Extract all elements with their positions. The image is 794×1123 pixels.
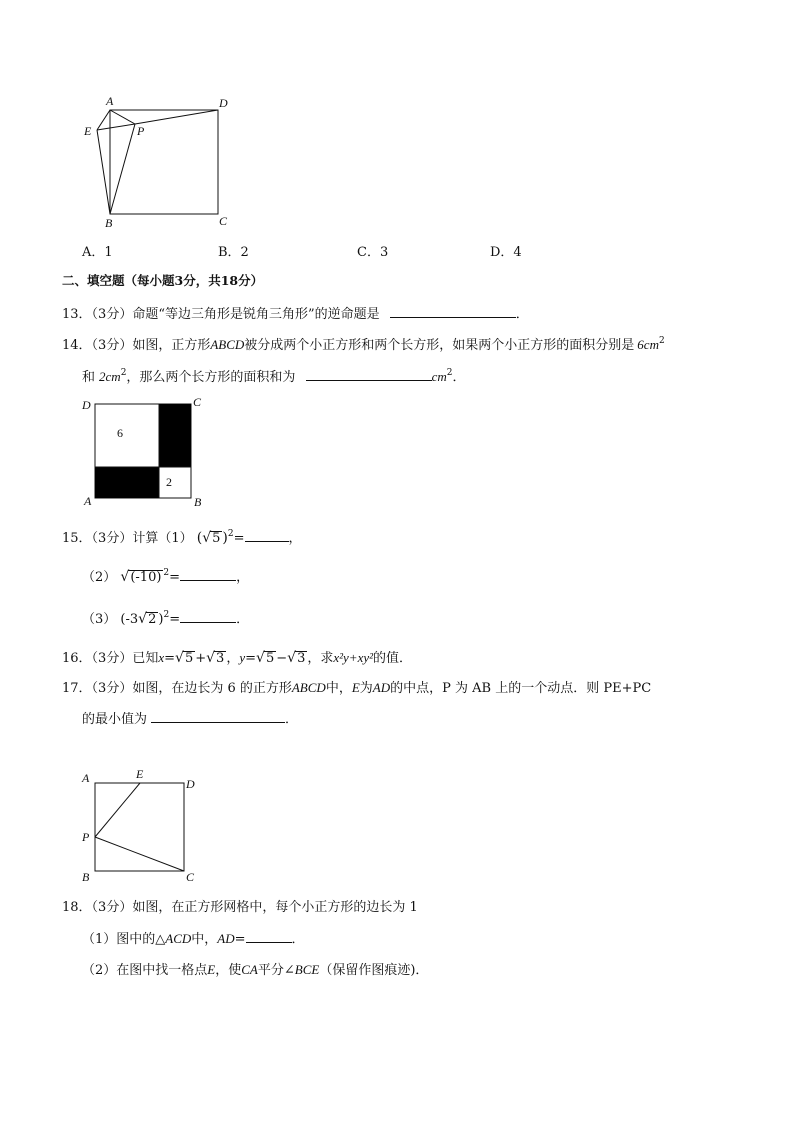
label-a: A	[106, 94, 114, 108]
label-d: D	[219, 96, 228, 110]
q15-1-answer-blank[interactable]	[245, 529, 289, 542]
label-c: C	[193, 395, 202, 409]
label-b: B	[82, 870, 90, 884]
label-a: A	[82, 771, 90, 785]
label-a: A	[84, 494, 92, 508]
q18-1-answer-blank[interactable]	[246, 930, 292, 943]
label-p: P	[137, 124, 145, 138]
seg-eb	[97, 130, 110, 214]
q16: 16．（3分）已知x=√5 +√3 ，y=√5 −√3 ，求x²y+xy²的值．	[62, 650, 413, 666]
label-six: 6	[117, 426, 123, 440]
q18-line1: 18．（3分）如图，在正方形网格中，每个小正方形的边长为 1	[62, 900, 418, 915]
q13-answer-blank[interactable]	[390, 305, 516, 318]
q18-line2: （1）图中的△ACD中，AD= ．	[82, 931, 305, 947]
label-d: D	[186, 777, 195, 791]
q14-figure	[78, 393, 218, 513]
label-e: E	[136, 767, 144, 781]
q13-text: 13．（3分）命题“等边三角形是锐角三角形”的逆命题是	[62, 307, 380, 322]
square-abcd	[95, 783, 184, 871]
seg-pe	[95, 783, 140, 837]
seg-ap	[110, 110, 135, 124]
q17-figure	[76, 764, 206, 886]
q17-line2: 的最小值为 ．	[82, 712, 299, 727]
label-b: B	[105, 216, 113, 230]
q12-option-c: C．3	[357, 245, 389, 260]
q13-end: ．	[515, 307, 529, 322]
seg-ae	[97, 110, 110, 130]
seg-ep	[97, 124, 135, 130]
q15-line2: （2） √(-10) $^2$= ，	[82, 568, 250, 585]
rect-top-right	[159, 404, 191, 467]
q12-option-a: A．1	[82, 245, 113, 260]
q14-answer-blank[interactable]	[306, 368, 432, 381]
label-c: C	[186, 870, 195, 884]
q17-line1: 17．（3分）如图，在边长为 6 的正方形ABCD中，E为AD的中点，P 为 AB 上的一个动点．则 PE+PC	[62, 680, 652, 696]
q18-line3: （2）在图中找一格点E，使CA平分∠BCE（保留作图痕迹)．	[82, 962, 429, 978]
q12-option-b: B．2	[218, 245, 249, 260]
q17-answer-blank[interactable]	[151, 710, 285, 723]
q15-line3: （3） (-3√2 )$^2$= ．	[82, 610, 250, 627]
seg-pc	[95, 837, 184, 871]
q14-line2: 和 $2cm^2$，那么两个长方形的面积和为 $cm^2$．	[82, 368, 466, 385]
seg-pd	[135, 110, 218, 124]
label-e: E	[84, 124, 92, 138]
q15-3-answer-blank[interactable]	[180, 610, 236, 623]
q12-figure	[70, 90, 240, 230]
q12-option-d: D．4	[490, 245, 522, 260]
q15-2-answer-blank[interactable]	[180, 568, 236, 581]
label-two: 2	[166, 475, 172, 489]
label-d: D	[82, 398, 91, 412]
label-p: P	[82, 830, 90, 844]
q14-line1: 14．（3分）如图，正方形ABCD被分成两个小正方形和两个长方形，如果两个小正方形的面积分别是 $6cm^2$	[62, 336, 665, 353]
q15-line1: 15．（3分）计算（1） (√5 )$^2$= ，	[62, 529, 302, 546]
seg-pb	[110, 124, 135, 214]
rect-bottom-left	[95, 467, 159, 498]
q13	[62, 303, 529, 322]
label-b: B	[194, 495, 202, 509]
section-title: 二、填空题（每小题3分，共18分）	[62, 273, 264, 288]
label-c: C	[219, 214, 228, 228]
